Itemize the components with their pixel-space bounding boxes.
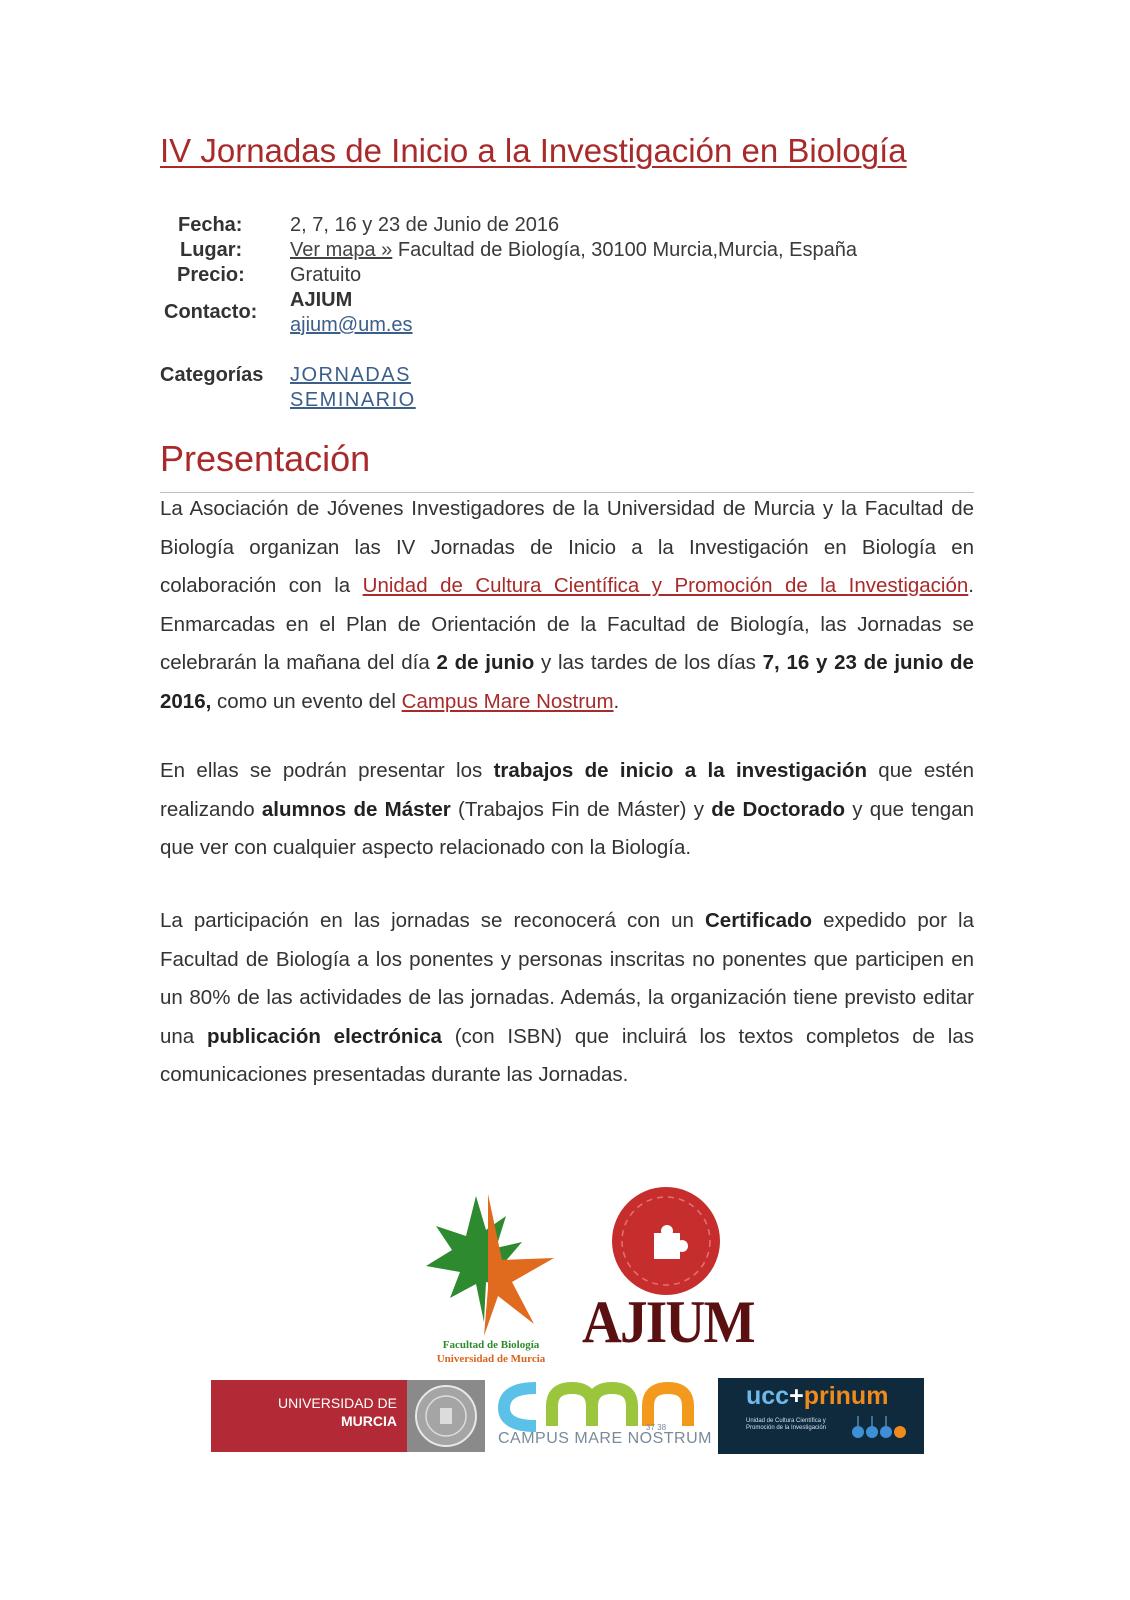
molecule-icon <box>850 1414 910 1440</box>
universidad-murcia-text <box>225 1394 397 1430</box>
p1-text-3: y las tardes de los días <box>534 651 763 674</box>
p1-text-1: La Asociación de Jóvenes Investigadores de la Universidad de Murcia y la Facultad de Biología organizan las IV Jornadas de Inicio a la Investigación en Biología en colaboración con la <box>160 497 974 597</box>
contacto-email-wrap <box>290 314 413 337</box>
facultad-biologia-caption <box>416 1338 566 1366</box>
categoria-jornadas <box>290 364 411 387</box>
contacto-email-link[interactable]: ajium@um.es <box>290 314 413 336</box>
p1-bold-2: 7, 16 y 23 de junio de 2016, <box>160 651 974 713</box>
fecha-label: Fecha: <box>178 214 243 236</box>
um-line2: MURCIA <box>341 1413 397 1429</box>
facultad-caption-line1: Facultad de Biología <box>442 1339 540 1351</box>
p3-text-2: expedido por la Facultad de Biología a los ponentes y personas inscritas no ponentes que participen en un 80% de las actividades de las jornadas. Además, la organización tiene previsto editar una <box>160 909 974 1048</box>
university-seal-icon <box>407 1380 485 1452</box>
ucc-part: ucc <box>746 1382 790 1410</box>
precio-label: Precio: <box>177 264 245 286</box>
campus-mare-nostrum-link[interactable]: Campus Mare Nostrum <box>401 689 614 713</box>
presentacion-heading: Presentación <box>160 438 371 479</box>
categoria-seminario-link[interactable]: SEMINARIO <box>290 389 416 411</box>
p3-text-3: (con ISBN) que incluirá los textos completos de las comunicaciones presentadas durante las Jornadas. <box>160 1024 975 1086</box>
contacto-name: AJIUM <box>290 289 353 311</box>
p2-text-2: que estén realizando <box>160 759 974 821</box>
lugar-label: Lugar: <box>180 239 243 261</box>
categoria-seminario <box>290 389 416 412</box>
p2-text-1: En ellas se podrán presentar los <box>160 759 494 782</box>
cmn-numbers: 37 38 <box>646 1423 667 1432</box>
facultad-caption-line2: Universidad de Murcia <box>436 1353 546 1365</box>
p2-text-4: y que tengan que ver con cualquier aspecto relacionado con la Biología. <box>160 797 974 859</box>
paragraph-3 <box>160 902 974 1095</box>
p2-bold-2: alumnos de Máster <box>261 797 451 821</box>
p1-bold-1: 2 de junio <box>436 651 535 674</box>
campus-mare-nostrum-logo <box>496 1378 706 1432</box>
p2-bold-1: trabajos de inicio a la investigación <box>493 759 867 782</box>
categoria-jornadas-link[interactable]: JORNADAS <box>290 364 411 386</box>
ucc-subtitle: Unidad de Cultura Científica y Promoción de la Investigación <box>746 1418 827 1431</box>
unidad-cultura-link[interactable]: Unidad de Cultura Científica y Promoción de la Investigación <box>362 574 969 597</box>
precio-value: Gratuito <box>290 264 362 286</box>
p3-bold-2: publicación electrónica <box>207 1024 442 1048</box>
p1-text-4: como un evento del <box>211 689 402 713</box>
p3-text-1: La participación en las jornadas se reconocerá con un <box>160 909 705 932</box>
um-line1: UNIVERSIDAD DE <box>277 1395 397 1411</box>
campus-mare-nostrum-text: CAMPUS MARE NOSTRUM <box>498 1430 712 1447</box>
ajium-wordmark: AJIUM <box>582 1289 754 1355</box>
ver-mapa-link[interactable]: Ver mapa » <box>290 239 393 261</box>
lugar-address: Facultad de Biología, 30100 Murcia,Murcia, España <box>392 239 858 261</box>
p2-text-3: (Trabajos Fin de Máster) y <box>450 797 712 821</box>
categorias-label: Categorías <box>160 364 264 386</box>
ajium-puzzle-logo <box>610 1185 722 1297</box>
p1-text-5: . <box>613 689 620 713</box>
paragraph-2 <box>160 752 974 868</box>
prinum-part: prinum <box>803 1382 889 1410</box>
p3-bold-1: Certificado <box>704 909 813 932</box>
fecha-value: 2, 7, 16 y 23 de Junio de 2016 <box>290 214 560 236</box>
lugar-value <box>290 239 857 262</box>
ucc-plus: + <box>789 1382 804 1410</box>
page-title[interactable]: IV Jornadas de Inicio a la Investigación en Biología <box>160 132 907 169</box>
ucc-prinum-wordmark <box>746 1382 888 1411</box>
paragraph-1 <box>160 490 974 721</box>
p1-text-2: . Enmarcadas en el Plan de Orientación de la Facultad de Biología, las Jornadas se celebrarán la mañana del día <box>160 574 974 674</box>
contacto-label: Contacto: <box>164 301 258 323</box>
p2-bold-3: de Doctorado <box>711 797 845 821</box>
facultad-biologia-leaf-logo <box>414 1190 574 1340</box>
